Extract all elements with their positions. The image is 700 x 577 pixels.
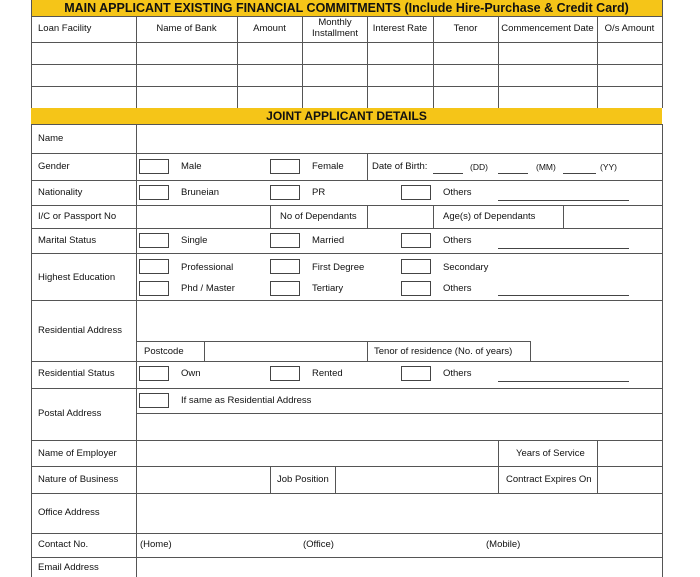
commitment-row-2[interactable] <box>32 65 136 86</box>
job-position-field[interactable] <box>336 467 497 493</box>
col-os-amount: O/s Amount <box>604 23 655 34</box>
marital-others-label: Others <box>443 235 472 246</box>
commitment-row-1[interactable] <box>32 43 136 64</box>
phd-label: Phd / Master <box>181 283 235 294</box>
secondary-checkbox[interactable] <box>401 259 431 274</box>
nationality-others-checkbox[interactable] <box>401 185 431 200</box>
name-label: Name <box>38 133 64 144</box>
col-name-of-bank: Name of Bank <box>156 23 217 34</box>
business-field[interactable] <box>137 467 269 493</box>
residential-others-label: Others <box>443 368 472 379</box>
ic-label: I/C or Passport No <box>38 211 117 222</box>
education-others-label: Others <box>443 283 472 294</box>
marital-label: Marital Status <box>38 235 97 246</box>
secondary-label: Secondary <box>443 262 489 273</box>
tertiary-label: Tertiary <box>312 283 344 294</box>
residential-status-label: Residential Status <box>38 368 115 379</box>
education-label: Highest Education <box>38 272 116 283</box>
own-checkbox[interactable] <box>139 366 169 381</box>
dob-dd-label: (DD) <box>470 162 488 172</box>
married-label: Married <box>312 235 345 246</box>
contact-office-label: (Office) <box>303 539 334 550</box>
years-service-field[interactable] <box>598 441 661 466</box>
gender-label: Gender <box>38 161 70 172</box>
male-label: Male <box>181 161 202 172</box>
commitment-row-3[interactable] <box>32 87 136 108</box>
postcode-label: Postcode <box>144 346 184 357</box>
joint-title: JOINT APPLICANT DETAILS <box>266 109 427 123</box>
female-checkbox[interactable] <box>270 159 300 174</box>
commitments-table <box>0 0 700 108</box>
office-address-field[interactable] <box>137 494 661 533</box>
tertiary-checkbox[interactable] <box>270 281 300 296</box>
contact-mobile-label: (Mobile) <box>486 539 521 550</box>
same-as-residential-label: If same as Residential Address <box>181 395 312 406</box>
contract-expires-label: Contract Expires On <box>506 474 592 485</box>
rented-label: Rented <box>312 368 343 379</box>
col-monthly-installment: Monthly Installment <box>312 17 358 39</box>
dob-year-line[interactable] <box>563 173 596 174</box>
pr-label: PR <box>312 187 326 198</box>
education-others-line[interactable] <box>498 295 629 296</box>
residential-others-checkbox[interactable] <box>401 366 431 381</box>
nationality-label: Nationality <box>38 187 83 198</box>
tenor-residence-label: Tenor of residence (No. of years) <box>374 346 513 357</box>
contact-home-label: (Home) <box>140 539 172 550</box>
dob-mm-label: (MM) <box>536 162 556 172</box>
dob-month-line[interactable] <box>498 173 528 174</box>
own-label: Own <box>181 368 201 379</box>
professional-checkbox[interactable] <box>139 259 169 274</box>
ages-label: Age(s) of Dependants <box>443 211 536 222</box>
residential-address-field[interactable] <box>137 301 661 341</box>
ages-field[interactable] <box>564 206 661 228</box>
dob-yy-label: (YY) <box>600 162 617 172</box>
email-field[interactable] <box>137 558 661 577</box>
marital-others-line[interactable] <box>498 248 629 249</box>
married-checkbox[interactable] <box>270 233 300 248</box>
employer-field[interactable] <box>137 441 497 466</box>
phd-checkbox[interactable] <box>139 281 169 296</box>
male-checkbox[interactable] <box>139 159 169 174</box>
contact-home-field[interactable] <box>176 534 296 557</box>
residential-address-label: Residential Address <box>38 325 122 336</box>
col-loan-facility: Loan Facility <box>38 23 92 34</box>
business-label: Nature of Business <box>38 474 119 485</box>
dob-day-line[interactable] <box>433 173 463 174</box>
dob-label: Date of Birth: <box>372 161 428 172</box>
bruneian-checkbox[interactable] <box>139 185 169 200</box>
residential-others-line[interactable] <box>498 381 629 382</box>
same-as-residential-checkbox[interactable] <box>139 393 169 408</box>
dependants-field[interactable] <box>368 206 432 228</box>
ic-field[interactable] <box>137 206 269 228</box>
postcode-field[interactable] <box>205 342 366 361</box>
contract-expires-field[interactable] <box>598 467 661 493</box>
dependants-label: No of Dependants <box>280 211 357 222</box>
pr-checkbox[interactable] <box>270 185 300 200</box>
rented-checkbox[interactable] <box>270 366 300 381</box>
col-tenor: Tenor <box>453 23 478 34</box>
nationality-others-line[interactable] <box>498 200 629 201</box>
years-service-label: Years of Service <box>516 448 585 459</box>
commitments-title: MAIN APPLICANT EXISTING FINANCIAL COMMITMENTS (Include Hire-Purchase & Credit Card) <box>64 1 629 15</box>
col-amount: Amount <box>253 23 286 34</box>
tenor-residence-field[interactable] <box>531 342 661 361</box>
col-interest-rate: Interest Rate <box>372 23 428 34</box>
first-degree-label: First Degree <box>312 262 365 273</box>
marital-others-checkbox[interactable] <box>401 233 431 248</box>
contact-mobile-field[interactable] <box>526 534 661 557</box>
nationality-others-label: Others <box>443 187 472 198</box>
postal-address-label: Postal Address <box>38 408 102 419</box>
col-commencement-date: Commencement Date <box>501 23 594 34</box>
job-position-label: Job Position <box>277 474 329 485</box>
bruneian-label: Bruneian <box>181 187 220 198</box>
contact-label: Contact No. <box>38 539 89 550</box>
single-checkbox[interactable] <box>139 233 169 248</box>
first-degree-checkbox[interactable] <box>270 259 300 274</box>
education-others-checkbox[interactable] <box>401 281 431 296</box>
office-address-label: Office Address <box>38 507 100 518</box>
female-label: Female <box>312 161 344 172</box>
employer-label: Name of Employer <box>38 448 117 459</box>
postal-address-field[interactable] <box>137 414 661 440</box>
single-label: Single <box>181 235 208 246</box>
name-field[interactable] <box>137 125 661 153</box>
professional-label: Professional <box>181 262 234 273</box>
email-label: Email Address <box>38 562 99 573</box>
contact-office-field[interactable] <box>340 534 480 557</box>
